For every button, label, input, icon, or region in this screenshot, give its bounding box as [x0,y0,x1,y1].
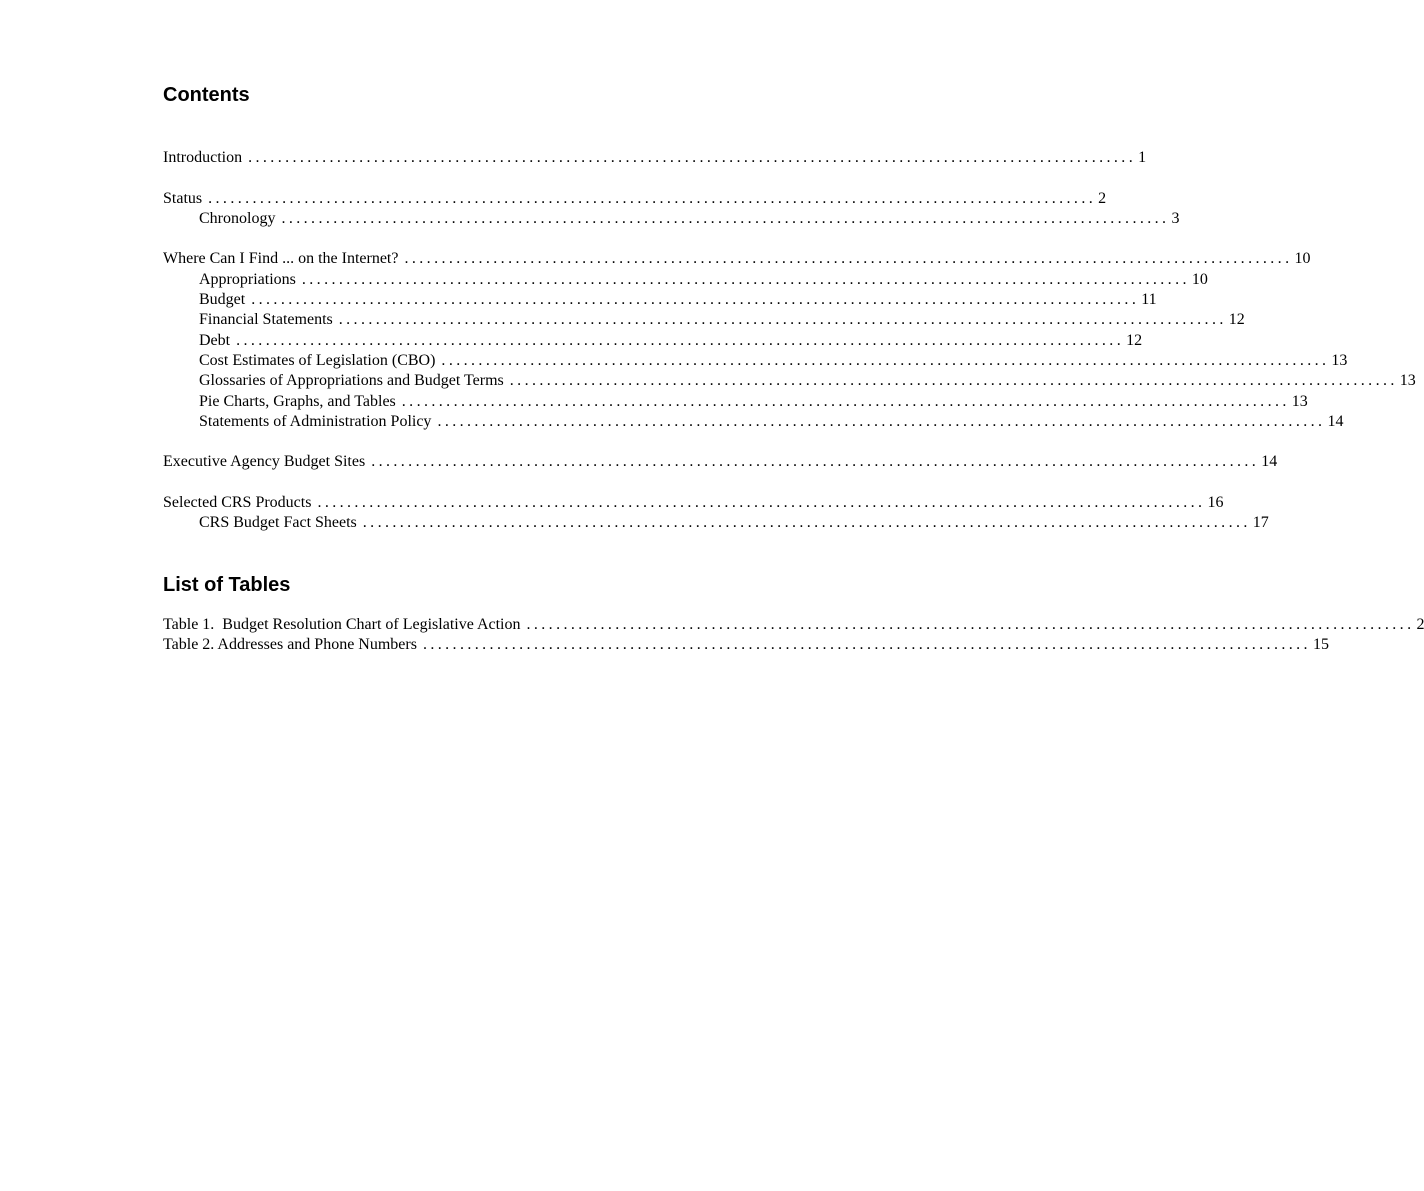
dot-leader: ........................................................................................................................ [401,392,1290,410]
lot-entry-page: 2 [1416,615,1424,633]
toc-entry-page: 10 [1294,250,1311,268]
toc-entry-title: Executive Agency Budget Sites [163,453,366,471]
toc-entry-cost-estimates[interactable] [163,351,1348,371]
toc-entry-title: Glossaries of Appropriations and Budget Terms [199,372,504,390]
dot-leader: ........................................................................................................................ [251,291,1140,309]
toc-entry-title: Pie Charts, Graphs, and Tables [199,392,396,410]
toc-entry-page: 12 [1126,331,1143,349]
toc-entry-title: Statements of Administration Policy [199,412,432,430]
dot-leader: ........................................................................................................................ [422,635,1311,653]
toc-entry-financial-statements[interactable] [163,310,1245,330]
lot-entry-table-2[interactable] [163,635,1329,655]
toc-entry-page: 10 [1191,270,1208,288]
toc-entry-page: 13 [1399,372,1416,390]
toc-entry-page: 3 [1171,209,1180,227]
toc-entry-where-can-i-find[interactable] [163,249,1311,269]
toc-entry-page: 14 [1327,412,1344,430]
toc-entry-glossaries[interactable] [163,371,1416,391]
dot-leader: ........................................................................................................................ [248,149,1137,166]
list-of-tables-heading: List of Tables [163,573,291,596]
dot-leader: ........................................................................................................................ [404,250,1293,268]
toc-group [163,493,1269,534]
dot-leader: ........................................................................................................................ [437,412,1326,430]
dot-leader: ........................................................................................................................ [371,453,1260,471]
toc-entry-introduction[interactable] [163,148,1147,168]
toc-entry-title: CRS Budget Fact Sheets [199,514,357,532]
lot-entry-title: Table 1. Budget Resolution Chart of Legislative Action [163,615,521,633]
toc-entry-title: Chronology [199,209,276,227]
toc-entry-pie-charts[interactable] [163,392,1308,412]
toc-entry-statements-of-administration-policy[interactable] [163,412,1344,432]
toc-entry-page: 17 [1252,514,1269,532]
toc-entry-selected-crs-products[interactable] [163,493,1224,513]
toc-entry-title: Financial Statements [199,311,333,329]
toc-entry-title: Introduction [163,149,243,166]
toc-entry-page: 11 [1141,291,1157,309]
lot-entry-table-1[interactable] [163,615,1424,635]
dot-leader: ........................................................................................................................ [338,311,1227,329]
toc-entry-page: 14 [1261,453,1278,471]
toc-group [163,189,1180,230]
toc-entry-budget[interactable] [163,290,1157,310]
toc-entry-title: Status [163,189,203,207]
toc-entry-chronology[interactable] [163,209,1180,229]
toc-group [163,148,1147,168]
dot-leader: ........................................................................................................................ [526,615,1415,633]
toc-entry-page: 2 [1098,189,1107,207]
list-of-tables [163,615,1424,656]
dot-leader: ........................................................................................................................ [208,189,1097,207]
toc-entry-crs-budget-fact-sheets[interactable] [163,513,1269,533]
toc-entry-status[interactable] [163,189,1107,209]
toc-entry-title: Appropriations [199,270,296,288]
toc-entry-appropriations[interactable] [163,270,1208,290]
toc-entry-title: Cost Estimates of Legislation (CBO) [199,351,436,369]
toc-entry-page: 1 [1138,149,1147,166]
dot-leader: ........................................................................................................................ [281,209,1170,227]
lot-entry-title: Table 2. Addresses and Phone Numbers [163,635,417,653]
toc-entry-debt[interactable] [163,331,1143,351]
dot-leader: ........................................................................................................................ [509,372,1398,390]
toc-group [163,452,1278,472]
dot-leader: ........................................................................................................................ [317,494,1206,512]
toc-group [163,249,1416,432]
contents-heading: Contents [163,84,250,106]
toc-entry-page: 16 [1207,494,1224,512]
toc-entry-title: Selected CRS Products [163,494,312,512]
toc-entry-page: 12 [1228,311,1245,329]
dot-leader: ........................................................................................................................ [236,331,1125,349]
dot-leader: ........................................................................................................................ [301,270,1190,288]
toc-entry-title: Where Can I Find ... on the Internet? [163,250,399,268]
dot-leader: ........................................................................................................................ [441,351,1330,369]
lot-entry-page: 15 [1312,635,1329,653]
document-page [163,82,1424,655]
dot-leader: ........................................................................................................................ [362,514,1251,532]
toc-entry-title: Budget [199,291,246,309]
toc-entry-title: Debt [199,331,231,349]
toc-entry-page: 13 [1331,351,1348,369]
toc-entry-page: 13 [1291,392,1308,410]
toc-entry-executive-agency-budget-sites[interactable] [163,452,1278,472]
table-of-contents [163,148,1416,534]
